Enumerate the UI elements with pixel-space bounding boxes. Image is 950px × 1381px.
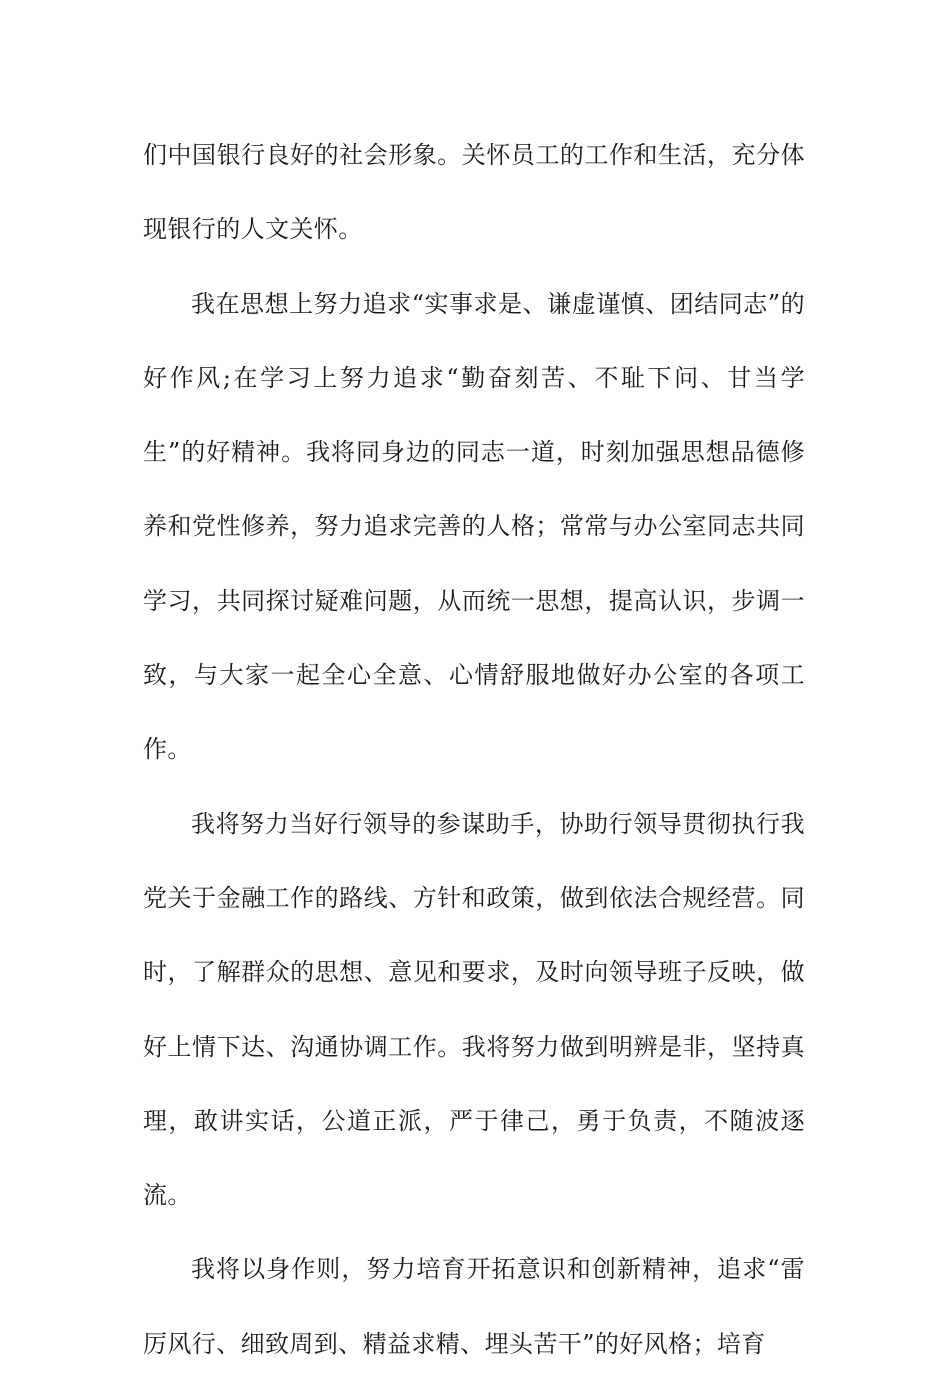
document-body xyxy=(143,118,805,1381)
paragraph-2: 我在思想上努力追求“实事求是、谦虚谨慎、团结同志”的好作风;在学习上努力追求“勤奋刻苦、不耻下问、甘当学生”的好精神。我将同身边的同志一道，时刻加强思想品德修养和党性修养，努力追求完善的人格；常常与办公室同志共同学习，共同探讨疑难问题，从而统一思想，提高认识，步调一致，与大家一起全心全意、心情舒服地做好办公室的各项工作。 xyxy=(143,289,805,764)
paragraph-3: 我将努力当好行领导的参谋助手，协助行领导贯彻执行我党关于金融工作的路线、方针和政策，做到依法合规经营。同时，了解群众的思想、意见和要求，及时向领导班子反映，做好上情下达、沟通协调工作。我将努力做到明辨是非，坚持真理，敢讲实话，公道正派，严于律己，勇于负责，不随波逐流。 xyxy=(143,809,805,1210)
paragraph-4: 我将以身作则，努力培育开拓意识和创新精神，追求“雷厉风行、细致周到、精益求精、埋头苦干”的好风格；培育 xyxy=(143,1255,805,1358)
paragraph-1: 们中国银行良好的社会形象。关怀员工的工作和生活，充分体现银行的人文关怀。 xyxy=(143,141,805,244)
